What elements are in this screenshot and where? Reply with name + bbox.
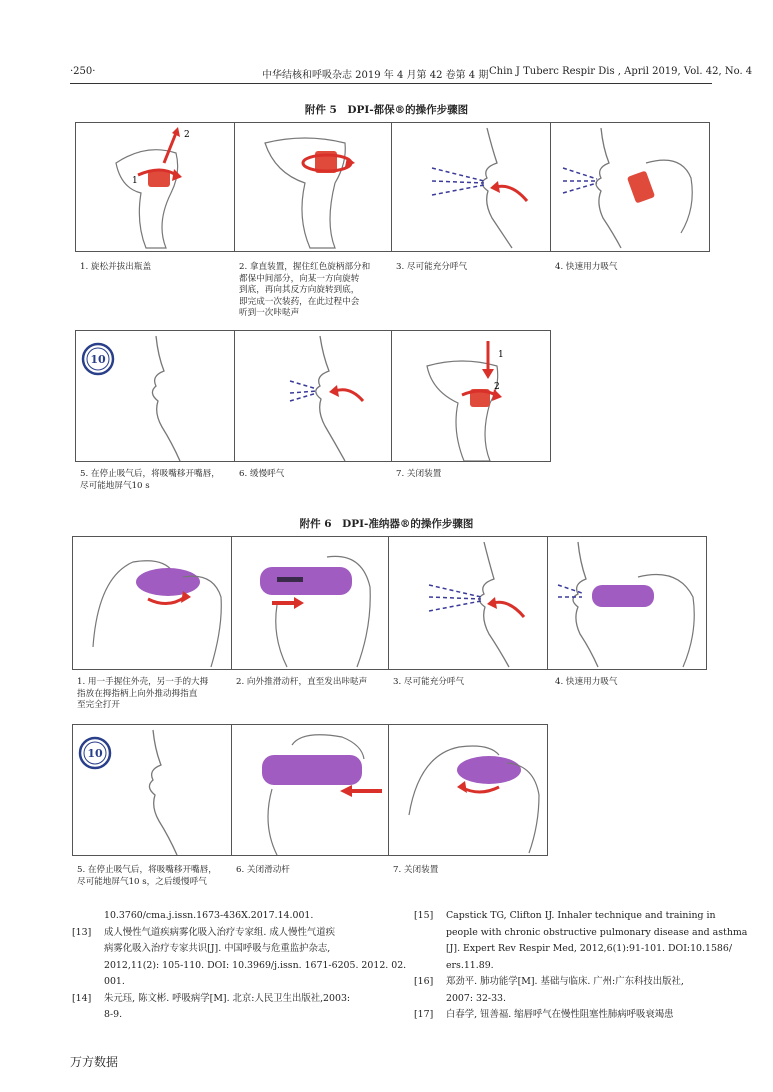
reference-line: [J]. Expert Rev Respir Med, 2012,6(1):91-101. DOI:10.1586/ <box>446 943 732 954</box>
figure6-title: 附件 6 DPI-准纳器®的操作步骤图 <box>299 518 474 530</box>
reference-number: [13] <box>72 926 92 938</box>
reference-line: 白春学, 钮善福. 缩唇呼气在慢性阻塞性肺病呼吸衰竭患 <box>446 1009 674 1020</box>
page-number: ·250· <box>70 66 96 77</box>
reference-line: 8-9. <box>104 1009 123 1020</box>
figure5-step3-caption: 3. 尽可能充分呼气 <box>396 262 468 272</box>
reference-line: 病雾化吸入治疗专家共识[J]. 中国呼吸与危重监护杂志, <box>104 943 331 954</box>
figure6-step5-image <box>72 724 232 856</box>
figure5-step4-image <box>550 122 710 252</box>
red-grip <box>148 171 170 187</box>
reference-line: 成人慢性气道疾病雾化吸入治疗专家组. 成人慢性气道疾 <box>104 926 335 938</box>
figure6-step6-image <box>231 724 389 856</box>
figure5-step4-caption: 4. 快速用力吸气 <box>555 262 618 272</box>
reference-line: 10.3760/cma.j.issn.1673-436X.2017.14.001. <box>104 910 314 921</box>
figure5-step7-image <box>391 330 551 462</box>
journal-title-en: Chin J Tuberc Respir Dis , April 2019, Vol. 42, No. 4 <box>489 66 753 77</box>
reference-line: people with chronic obstructive pulmonary disease and asthma <box>446 926 748 938</box>
figure6-step2-caption: 2. 向外推滑动杆，直至发出咔哒声 <box>236 677 368 687</box>
arrow-label-2: 2 <box>184 130 190 140</box>
watermark: 万方数据 <box>70 1055 119 1069</box>
figure5-step1-caption: 1. 旋松并拔出瓶盖 <box>80 262 152 272</box>
figure6-step1-caption: 1. 用一手握住外壳，另一手的大拇 指放在拇指柄上向外推动拇指直 至完全打开 <box>77 677 209 710</box>
reference-line: ers.11.89. <box>446 959 494 971</box>
reference-line: 2012,11(2): 105-110. DOI: 10.3969/j.issn. 1671-6205. 2012. 02. <box>104 959 407 971</box>
header-rule <box>70 83 712 84</box>
reference-line: 2007: 32-33. <box>446 992 507 1004</box>
reference-number: [16] <box>414 976 434 987</box>
arrow-label-1: 1 <box>498 350 504 360</box>
figure6-step7-image <box>388 724 548 856</box>
figure6-step3-image <box>388 536 548 670</box>
timer-value: 10 <box>87 747 103 760</box>
reference-line: 朱元珏, 陈文彬. 呼吸病学[M]. 北京:人民卫生出版社,2003: <box>104 992 351 1004</box>
reference-number: [15] <box>414 910 434 921</box>
reference-number: [14] <box>72 992 92 1004</box>
reference-line: 001. <box>104 976 125 987</box>
figure5-step6-image <box>234 330 392 462</box>
figure5-step7-caption: 7. 关闭装置 <box>396 469 442 479</box>
figure5-step5-image <box>75 330 235 462</box>
figure5-step3-image <box>391 122 551 252</box>
figure5-step2-caption: 2. 拿直装置，握住红色旋柄部分和 都保中间部分，向某一方向旋转 到底，再向其反方向旋转到底， 即完成一次装药，在此过程中会 听到一次咔哒声 <box>239 262 371 318</box>
figure6-step7-caption: 7. 关闭装置 <box>393 865 439 875</box>
arrow-label-1: 1 <box>132 176 138 186</box>
figure5-step6-caption: 6. 缓慢呼气 <box>239 469 285 479</box>
timer-value: 10 <box>90 353 106 366</box>
figure5-step1-image <box>75 122 235 252</box>
figure5-step2-image <box>234 122 392 252</box>
figure6-step1-image <box>72 536 232 670</box>
reference-number: [17] <box>414 1009 434 1020</box>
reference-line: Capstick TG, Clifton IJ. Inhaler technique and training in <box>446 910 716 921</box>
figure6-step2-image <box>231 536 389 670</box>
figure6-step6-caption: 6. 关闭滑动杆 <box>236 865 290 875</box>
figure6-step4-caption: 4. 快速用力吸气 <box>555 677 618 687</box>
journal-title-cn: 中华结核和呼吸杂志 2019 年 4 月第 42 卷第 4 期 <box>262 70 489 81</box>
reference-line: 郑劲平. 肺功能学[M]. 基础与临床. 广州:广东科技出版社, <box>446 976 684 987</box>
figure6-step5-caption: 5. 在停止吸气后，将吸嘴移开嘴唇， 尽可能地屏气10 s，之后缓慢呼气 <box>77 865 217 887</box>
figure6-step4-image <box>547 536 707 670</box>
arrow-label-2: 2 <box>494 382 500 392</box>
purple-device <box>136 568 200 596</box>
figure5-step5-caption: 5. 在停止吸气后，将吸嘴移开嘴唇， 尽可能地屏气10 s <box>80 469 220 491</box>
figure6-step3-caption: 3. 尽可能充分呼气 <box>393 677 465 687</box>
figure5-title: 附件 5 DPI-都保®的操作步骤图 <box>304 104 469 116</box>
